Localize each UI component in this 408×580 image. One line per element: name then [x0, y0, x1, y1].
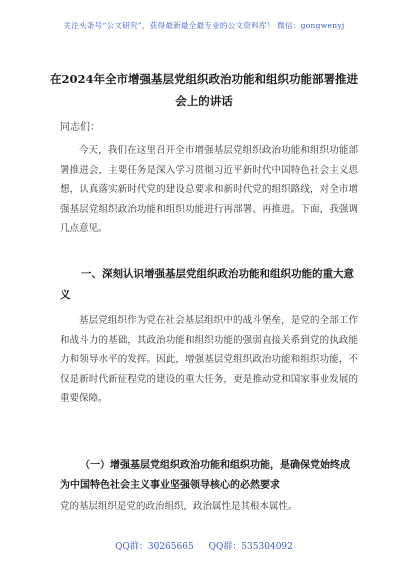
- greeting: 同志们：: [60, 122, 100, 133]
- paragraph-intro: 今天，我们在这里召开全市增强基层党组织政治功能和组织功能部署推进会，主要任务是深入学习贯彻习近平新时代中国特色社会主义思想，认真落实新时代党的建设总要求和新时代党的组织路线，对全市增强基层党组织政治功能和组织功能进行再部署、再推进。下面，我强调几点意见。: [60, 145, 358, 234]
- document-title: 在2024年全市增强基层党组织政治功能和组织功能部署推进会上的讲话: [49, 72, 358, 108]
- subsection-heading-1: （一）增强基层党组织政治功能和组织功能，是确保党始终成为中国特色社会主义事业坚强领导核心的必然要求: [60, 460, 350, 491]
- promo-banner: 关注头条号“公文研究”，获得最新最全最专业的公文资料库！ 微信：gongwenyj: [63, 21, 345, 30]
- qq-group-1: QQ群：30265665: [115, 542, 194, 552]
- paragraph-political-attribute: 党的基层组织是党的政治组织，政治属性是其根本属性。: [60, 501, 298, 512]
- paragraph-significance: 基层党组织作为党在社会基层组织中的战斗堡垒，是党的全部工作和战斗力的基础，其政治功能和组织功能的强弱直接关系到党的执政能力和领导水平的发挥。因此，增强基层党组织政治功能和组织功能，不仅是新时代新征程党的建设的重大任务，更是推动党和国家事业发展的重要保障。: [60, 315, 358, 404]
- section-heading-1: 一、深刻认识增强基层党组织政治功能和组织功能的重大意义: [60, 268, 354, 301]
- qq-group-2: QQ群：535304092: [208, 542, 293, 552]
- footer-contacts: [0, 539, 408, 552]
